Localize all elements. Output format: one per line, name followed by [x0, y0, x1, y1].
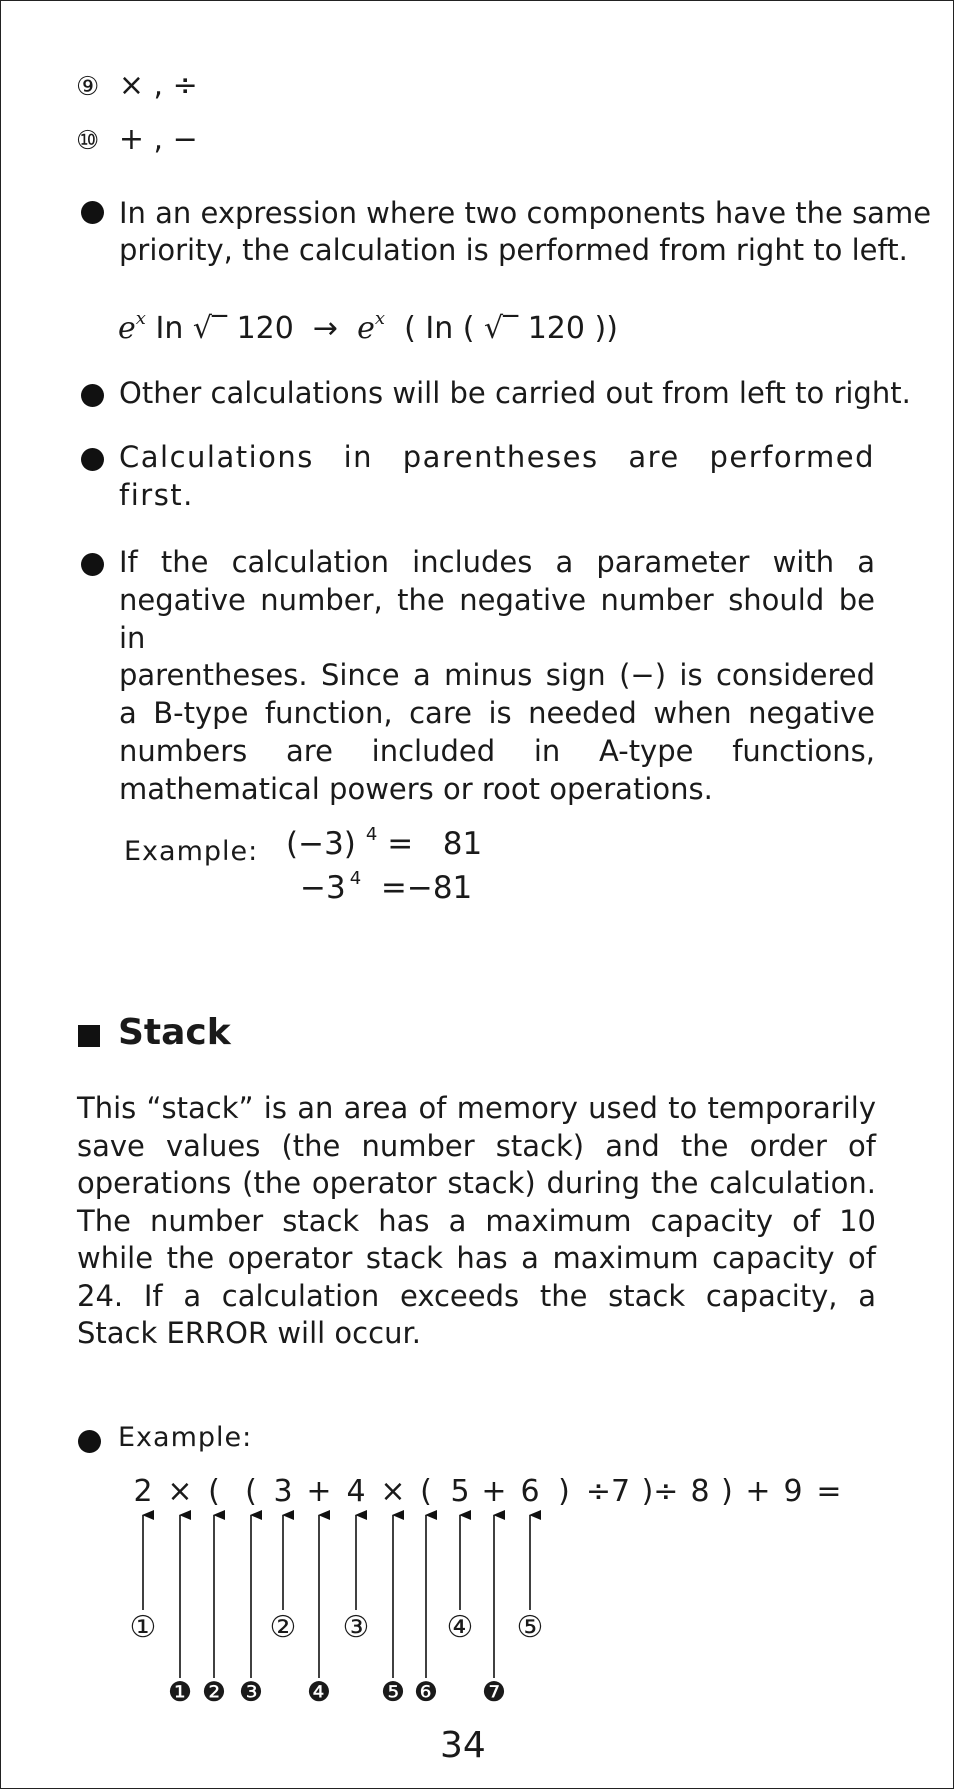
exponent: 4	[365, 824, 378, 845]
expr-token: 9	[783, 1474, 803, 1509]
result: = 81	[387, 826, 483, 862]
expr-token: (	[245, 1474, 257, 1509]
stack-line: Stack ERROR will occur.	[77, 1316, 421, 1350]
expr-token: +	[745, 1474, 771, 1509]
expr-token: 2	[133, 1474, 153, 1509]
stack-line: save values (the number stack) and the order of	[77, 1128, 876, 1163]
expr-token: 5	[450, 1474, 470, 1509]
same-priority-line-1: In an expression where two components have the same	[119, 196, 932, 230]
negative-line: negative number, the negative number should be in	[119, 582, 875, 655]
ln-open: ( In (	[404, 311, 475, 346]
operator-marker: ❶	[167, 1677, 193, 1708]
operator-marker: ❷	[201, 1677, 227, 1708]
operator-marker: ❻	[413, 1677, 439, 1708]
priority-marker: ⑨	[76, 72, 100, 102]
expr-token: +	[481, 1474, 507, 1509]
expr-token: 3	[273, 1474, 293, 1509]
negative-line: parentheses. Since a minus sign (−) is considered	[119, 658, 875, 693]
operator-marker: ❺	[380, 1677, 406, 1708]
expr-token: =	[816, 1474, 842, 1509]
negative-line: mathematical powers or root operations.	[119, 771, 713, 806]
expr-token: +	[306, 1474, 332, 1509]
exponent-x: x	[374, 308, 386, 329]
expr-token: ×	[380, 1474, 406, 1509]
stack-line: The number stack has a maximum capacity of 10	[77, 1203, 876, 1238]
parentheses-first-text: Calculations in parentheses are performed first.	[119, 440, 875, 512]
priority-marker: ⑩	[76, 126, 100, 156]
exponent: 4	[349, 868, 362, 889]
left-to-right-text: Other calculations will be carried out from left to right.	[119, 376, 911, 410]
operand-close: 120 ))	[527, 311, 618, 346]
expr-token: )	[721, 1474, 733, 1509]
expr-token: 8	[690, 1474, 710, 1509]
expr-token: (	[420, 1474, 432, 1509]
e-symbol: e	[357, 311, 375, 346]
expr-token: )	[558, 1474, 570, 1509]
negative-line: numbers are included in A-type functions,	[119, 733, 875, 768]
e-symbol: e	[118, 311, 136, 346]
operator-marker: ❹	[306, 1677, 332, 1708]
square-root-icon: √‾	[484, 311, 519, 346]
expr-token: 6	[520, 1474, 540, 1509]
number-stack-markers	[0, 1610, 954, 1644]
example-label: Example:	[118, 1422, 253, 1453]
same-priority-line-2: priority, the calculation is performed from right to left.	[119, 233, 908, 267]
priority-operators: + , −	[118, 122, 198, 157]
stack-line: operations (the operator stack) during the calculation.	[77, 1166, 876, 1200]
number-marker: ①	[129, 1610, 157, 1645]
expr-token: 4	[346, 1474, 366, 1509]
operator-marker: ❼	[481, 1677, 507, 1708]
stack-line: while the operator stack has a maximum capacity of	[77, 1241, 876, 1275]
operator-stack-markers	[0, 1677, 954, 1711]
base: (−3)	[286, 826, 356, 862]
expr-token: (	[208, 1474, 220, 1509]
expr-token: )÷	[641, 1474, 679, 1509]
stack-line: This “stack” is an area of memory used to temporarily	[77, 1091, 876, 1125]
negative-line: a B-type function, care is needed when negative	[119, 696, 875, 731]
operand: 120	[236, 311, 294, 346]
stack-line: 24. If a calculation exceeds the stack capacity, a	[77, 1278, 876, 1313]
exponent-x: x	[135, 308, 146, 329]
page-number: 34	[440, 1725, 486, 1766]
arrow-icon: →	[312, 311, 339, 346]
section-title: Stack	[118, 1012, 231, 1053]
negative-line: If the calculation includes a parameter with a	[119, 545, 875, 579]
expr-token: ×	[167, 1474, 193, 1509]
number-marker: ②	[269, 1610, 297, 1645]
result: =−81	[380, 870, 473, 906]
number-marker: ⑤	[516, 1610, 544, 1645]
operator-marker: ❸	[238, 1677, 264, 1708]
square-root-icon: √‾	[192, 311, 228, 346]
ln-function: In	[155, 311, 184, 346]
number-marker: ④	[446, 1610, 474, 1645]
expr-token: ÷7	[585, 1474, 631, 1509]
example-label: Example:	[124, 836, 259, 867]
number-marker: ③	[342, 1610, 370, 1645]
priority-operators: × , ÷	[118, 68, 198, 103]
base: −3	[300, 870, 346, 906]
